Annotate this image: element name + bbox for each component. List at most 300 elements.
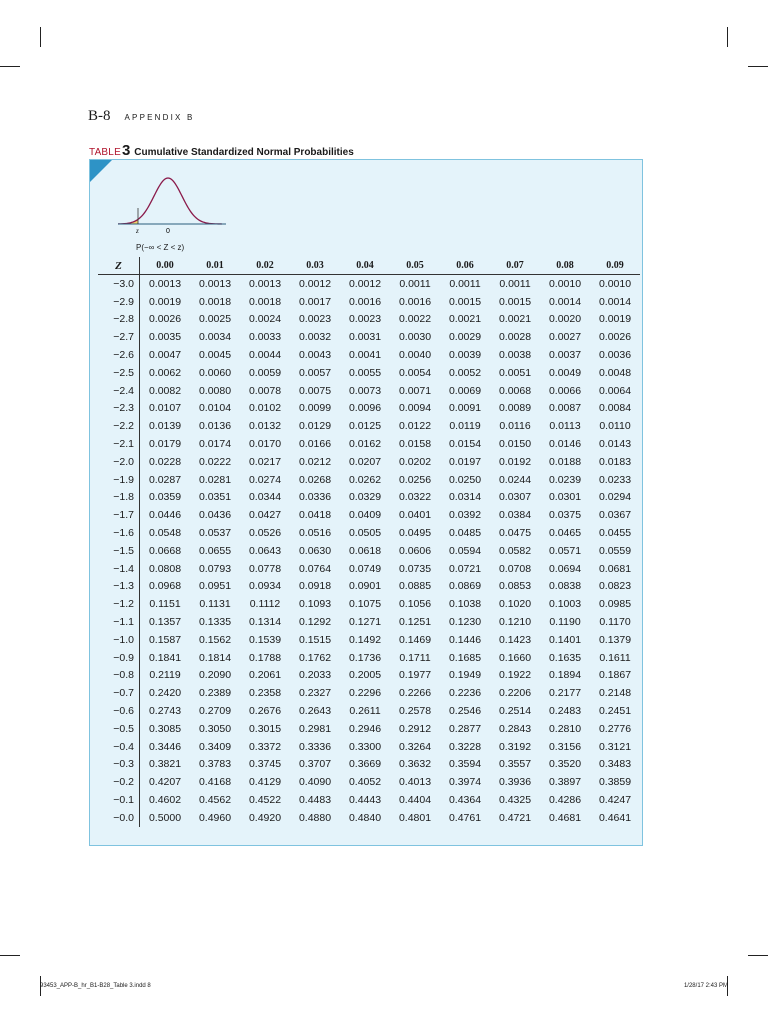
probability-cell: 0.1314	[248, 616, 282, 629]
probability-cell: 0.1711	[399, 651, 431, 664]
probability-cell: 0.0233	[598, 473, 632, 486]
probability-cell: 0.0418	[298, 509, 332, 522]
probability-cell: 0.0116	[499, 420, 531, 433]
probability-cell: 0.0102	[248, 402, 282, 415]
z-value: −2.7	[98, 328, 140, 346]
probability-cell: 0.2776	[598, 722, 632, 735]
probability-cell: 0.0016	[398, 295, 432, 308]
probability-cell: 0.4247	[598, 794, 632, 806]
probability-cell: 0.1292	[298, 616, 332, 629]
probability-cell: 0.5000	[148, 811, 182, 824]
probability-cell: 0.2177	[548, 687, 582, 700]
probability-cell: 0.1539	[248, 633, 282, 646]
probability-cell: 0.0014	[548, 295, 582, 308]
probability-cell: 0.4168	[198, 776, 232, 789]
probability-cell: 0.3707	[298, 758, 332, 771]
probability-cell: 0.3446	[148, 740, 182, 753]
probability-caption: P(−∞ < Z < z)	[136, 243, 185, 252]
probability-cell: 0.2810	[548, 722, 582, 735]
probability-cell: 0.0062	[148, 366, 182, 379]
probability-cell: 0.0174	[198, 438, 232, 451]
probability-cell: 0.0217	[248, 455, 282, 468]
probability-cell: 0.0021	[448, 313, 482, 326]
table-row	[98, 382, 640, 400]
probability-cell: 0.3409	[198, 740, 232, 753]
probability-cell: 0.0721	[448, 562, 482, 575]
z-value: −0.7	[98, 684, 140, 702]
probability-cell: 0.0030	[398, 331, 432, 344]
probability-cell: 0.0749	[348, 562, 382, 575]
probability-cell: 0.0045	[198, 349, 232, 362]
probability-cell: 0.0281	[198, 473, 232, 486]
z-value: −1.0	[98, 631, 140, 649]
column-header: 0.09	[590, 257, 640, 275]
probability-cell: 0.0314	[448, 491, 482, 504]
crop-mark	[40, 27, 41, 47]
probability-cell: 0.0212	[298, 455, 332, 468]
z-value: −0.5	[98, 720, 140, 738]
probability-cell: 0.0013	[148, 277, 182, 290]
probability-cell: 0.0778	[248, 562, 282, 575]
probability-table	[98, 257, 640, 827]
probability-cell: 0.2296	[348, 687, 382, 700]
probability-cell: 0.0594	[448, 544, 482, 557]
probability-cell: 0.0082	[148, 384, 182, 397]
probability-cell: 0.0040	[398, 349, 432, 362]
z-value: −2.5	[98, 364, 140, 382]
table-row	[98, 613, 640, 631]
probability-cell: 0.0028	[498, 331, 532, 344]
probability-cell: 0.0107	[148, 402, 182, 415]
z-value: −2.8	[98, 311, 140, 329]
appendix-label: APPENDIX B	[124, 113, 195, 122]
probability-cell: 0.3228	[448, 740, 482, 753]
table-row	[98, 791, 640, 809]
z-label: z	[136, 227, 139, 235]
table-header-row	[98, 257, 640, 275]
z-value: −2.1	[98, 435, 140, 453]
corner-tab	[90, 160, 112, 182]
probability-cell: 0.2709	[198, 705, 232, 718]
probability-cell: 0.3015	[248, 722, 282, 735]
probability-cell: 0.0526	[248, 527, 282, 540]
table-row	[98, 649, 640, 667]
probability-cell: 0.1251	[398, 616, 432, 629]
probability-cell: 0.1446	[448, 633, 482, 646]
table-row	[98, 311, 640, 329]
probability-cell: 0.0643	[248, 544, 282, 557]
z-value: −1.6	[98, 524, 140, 542]
probability-cell: 0.1151	[149, 598, 181, 611]
probability-cell: 0.1515	[298, 633, 332, 646]
probability-cell: 0.0104	[198, 402, 232, 415]
probability-cell: 0.2546	[448, 705, 482, 718]
probability-cell: 0.2090	[198, 669, 232, 682]
probability-cell: 0.1814	[198, 651, 232, 664]
probability-cell: 0.2119	[149, 669, 181, 682]
probability-cell: 0.0047	[148, 349, 182, 362]
probability-cell: 0.2946	[348, 722, 382, 735]
probability-cell: 0.3897	[548, 776, 582, 789]
table-row	[98, 328, 640, 346]
probability-cell: 0.0401	[398, 509, 432, 522]
probability-cell: 0.0011	[499, 277, 531, 290]
probability-cell: 0.0084	[598, 402, 632, 415]
probability-cell: 0.0052	[448, 366, 482, 379]
column-header: 0.02	[240, 257, 290, 275]
table-row	[98, 489, 640, 507]
probability-cell: 0.0122	[398, 420, 432, 433]
probability-cell: 0.1922	[498, 669, 532, 682]
table-row	[98, 471, 640, 489]
probability-cell: 0.0139	[148, 420, 182, 433]
probability-cell: 0.0033	[248, 331, 282, 344]
probability-cell: 0.0559	[598, 544, 632, 557]
probability-cell: 0.1977	[398, 669, 432, 682]
table-row	[98, 293, 640, 311]
z-value: −0.0	[98, 809, 140, 827]
probability-cell: 0.0013	[198, 277, 232, 290]
probability-cell: 0.4522	[248, 794, 282, 806]
probability-cell: 0.0132	[248, 420, 282, 433]
probability-cell: 0.0250	[448, 473, 482, 486]
probability-cell: 0.0032	[298, 331, 332, 344]
probability-cell: 0.1841	[148, 651, 182, 664]
probability-cell: 0.2005	[348, 669, 382, 682]
probability-cell: 0.0143	[598, 438, 632, 451]
z-value: −3.0	[98, 275, 140, 293]
probability-cell: 0.1736	[348, 651, 382, 664]
probability-cell: 0.0197	[448, 455, 482, 468]
probability-cell: 0.0035	[148, 331, 182, 344]
probability-cell: 0.3783	[198, 758, 232, 771]
probability-cell: 0.0066	[548, 384, 582, 397]
probability-cell: 0.0192	[498, 455, 532, 468]
probability-cell: 0.1131	[199, 598, 231, 611]
probability-cell: 0.1423	[498, 633, 532, 646]
probability-cell: 0.0026	[598, 331, 632, 344]
probability-cell: 0.0051	[498, 366, 532, 379]
probability-cell: 0.0170	[248, 438, 282, 451]
probability-cell: 0.4483	[298, 794, 332, 806]
probability-cell: 0.0022	[398, 313, 432, 326]
probability-cell: 0.1271	[348, 616, 382, 629]
z-value: −1.1	[98, 613, 140, 631]
probability-cell: 0.1562	[198, 633, 232, 646]
probability-cell: 0.0019	[598, 313, 632, 326]
probability-cell: 0.2578	[398, 705, 432, 718]
probability-cell: 0.0207	[348, 455, 382, 468]
z-value: −0.3	[98, 756, 140, 774]
z-value: −1.4	[98, 560, 140, 578]
probability-cell: 0.1469	[398, 633, 432, 646]
probability-cell: 0.0015	[498, 295, 532, 308]
probability-cell: 0.0150	[498, 438, 532, 451]
probability-cell: 0.1401	[548, 633, 582, 646]
probability-cell: 0.0015	[448, 295, 482, 308]
probability-cell: 0.0537	[198, 527, 232, 540]
z-value: −0.2	[98, 773, 140, 791]
probability-cell: 0.0823	[598, 580, 632, 593]
probability-cell: 0.2236	[448, 687, 482, 700]
probability-cell: 0.0375	[548, 509, 582, 522]
probability-cell: 0.1056	[398, 598, 432, 611]
probability-cell: 0.0239	[548, 473, 582, 486]
probability-cell: 0.2389	[198, 687, 232, 700]
probability-cell: 0.0071	[398, 384, 432, 397]
probability-cell: 0.0166	[298, 438, 332, 451]
probability-cell: 0.4761	[448, 811, 482, 824]
table-row	[98, 631, 640, 649]
probability-cell: 0.0384	[498, 509, 532, 522]
table-row	[98, 453, 640, 471]
probability-cell: 0.0048	[598, 366, 632, 379]
probability-cell: 0.0146	[548, 438, 582, 451]
probability-cell: 0.0918	[298, 580, 332, 593]
table-row	[98, 773, 640, 791]
probability-cell: 0.0094	[398, 402, 432, 415]
table-caption: Cumulative Standardized Normal Probabilities	[134, 147, 354, 158]
table-row	[98, 346, 640, 364]
crop-mark	[748, 955, 768, 956]
probability-cell: 0.1210	[498, 616, 532, 629]
probability-cell: 0.3594	[448, 758, 482, 771]
probability-cell: 0.2148	[598, 687, 632, 700]
probability-cell: 0.0951	[198, 580, 232, 593]
probability-cell: 0.1038	[448, 598, 482, 611]
probability-cell: 0.0427	[248, 509, 282, 522]
page-header	[88, 108, 195, 125]
probability-cell: 0.3520	[548, 758, 582, 771]
probability-cell: 0.1894	[548, 669, 582, 682]
probability-cell: 0.2676	[248, 705, 282, 718]
probability-cell: 0.0023	[298, 313, 332, 326]
probability-cell: 0.3156	[548, 740, 582, 753]
table-row	[98, 809, 640, 827]
probability-cell: 0.0075	[298, 384, 332, 397]
probability-cell: 0.0301	[548, 491, 582, 504]
probability-cell: 0.0038	[498, 349, 532, 362]
probability-cell: 0.4404	[398, 794, 432, 806]
probability-cell: 0.0202	[398, 455, 432, 468]
probability-cell: 0.2877	[448, 722, 482, 735]
probability-cell: 0.0089	[498, 402, 532, 415]
probability-cell: 0.2483	[548, 705, 582, 718]
probability-cell: 0.0336	[298, 491, 332, 504]
probability-cell: 0.0026	[148, 313, 182, 326]
probability-cell: 0.0985	[598, 598, 632, 611]
probability-cell: 0.3859	[598, 776, 632, 789]
table-row	[98, 702, 640, 720]
probability-cell: 0.0793	[198, 562, 232, 575]
probability-cell: 0.0222	[198, 455, 232, 468]
probability-cell: 0.0096	[348, 402, 382, 415]
probability-cell: 0.0055	[348, 366, 382, 379]
probability-cell: 0.2643	[298, 705, 332, 718]
probability-cell: 0.4641	[598, 811, 632, 824]
probability-cell: 0.0934	[248, 580, 282, 593]
column-header: 0.04	[340, 257, 390, 275]
probability-cell: 0.0119	[449, 420, 481, 433]
z-value: −0.9	[98, 649, 140, 667]
probability-cell: 0.0392	[448, 509, 482, 522]
probability-cell: 0.3336	[298, 740, 332, 753]
probability-cell: 0.1635	[548, 651, 582, 664]
probability-cell: 0.0158	[398, 438, 432, 451]
probability-cell: 0.1788	[248, 651, 282, 664]
z-value: −0.1	[98, 791, 140, 809]
footer-timestamp: 1/28/17 2:43 PM	[683, 983, 728, 989]
probability-cell: 0.3085	[148, 722, 182, 735]
probability-cell: 0.0012	[348, 277, 382, 290]
probability-cell: 0.0054	[398, 366, 432, 379]
probability-cell: 0.0853	[498, 580, 532, 593]
table-row	[98, 684, 640, 702]
probability-cell: 0.0268	[298, 473, 332, 486]
probability-cell: 0.0188	[548, 455, 582, 468]
z-value: −2.2	[98, 417, 140, 435]
probability-cell: 0.0455	[598, 527, 632, 540]
probability-cell: 0.1357	[148, 616, 182, 629]
probability-cell: 0.0571	[548, 544, 582, 557]
table-row	[98, 667, 640, 685]
probability-cell: 0.0021	[498, 313, 532, 326]
probability-cell: 0.0162	[348, 438, 382, 451]
probability-cell: 0.0446	[148, 509, 182, 522]
table-title	[89, 142, 354, 159]
probability-cell: 0.4681	[548, 811, 582, 824]
probability-cell: 0.3974	[448, 776, 482, 789]
z-value: −2.6	[98, 346, 140, 364]
probability-cell: 0.0359	[148, 491, 182, 504]
column-header: 0.06	[440, 257, 490, 275]
probability-cell: 0.0036	[598, 349, 632, 362]
probability-cell: 0.2843	[498, 722, 532, 735]
probability-cell: 0.2327	[298, 687, 332, 700]
probability-cell: 0.1230	[448, 616, 482, 629]
probability-cell: 0.2420	[148, 687, 182, 700]
probability-cell: 0.4880	[298, 811, 332, 824]
z-value: −2.0	[98, 453, 140, 471]
probability-cell: 0.0031	[348, 331, 382, 344]
probability-cell: 0.0037	[548, 349, 582, 362]
column-header: 0.08	[540, 257, 590, 275]
probability-cell: 0.0129	[298, 420, 332, 433]
table-row	[98, 738, 640, 756]
z-value: −0.4	[98, 738, 140, 756]
probability-cell: 0.3372	[248, 740, 282, 753]
probability-cell: 0.0409	[348, 509, 382, 522]
probability-cell: 0.0018	[198, 295, 232, 308]
probability-cell: 0.0017	[298, 295, 332, 308]
probability-cell: 0.0764	[298, 562, 332, 575]
z-value: −2.3	[98, 400, 140, 418]
table-row	[98, 506, 640, 524]
probability-cell: 0.1611	[599, 651, 631, 664]
probability-cell: 0.3936	[498, 776, 532, 789]
probability-cell: 0.0808	[148, 562, 182, 575]
probability-cell: 0.0287	[148, 473, 182, 486]
probability-cell: 0.1112	[249, 598, 281, 611]
probability-cell: 0.0329	[348, 491, 382, 504]
table-row	[98, 400, 640, 418]
table-row	[98, 560, 640, 578]
probability-cell: 0.0012	[298, 277, 332, 290]
probability-cell: 0.0505	[348, 527, 382, 540]
probability-cell: 0.4920	[248, 811, 282, 824]
probability-cell: 0.0044	[248, 349, 282, 362]
probability-cell: 0.3264	[398, 740, 432, 753]
z-value: −1.8	[98, 489, 140, 507]
probability-cell: 0.0606	[398, 544, 432, 557]
table-row	[98, 435, 640, 453]
probability-cell: 0.1093	[298, 598, 332, 611]
table-row	[98, 595, 640, 613]
probability-cell: 0.0014	[598, 295, 632, 308]
probability-cell: 0.2743	[148, 705, 182, 718]
table-row	[98, 364, 640, 382]
crop-mark	[0, 955, 20, 956]
probability-cell: 0.4721	[498, 811, 532, 824]
probability-cell: 0.0655	[198, 544, 232, 557]
probability-cell: 0.0901	[348, 580, 382, 593]
probability-cell: 0.0228	[148, 455, 182, 468]
page-number: B-8	[88, 108, 111, 124]
probability-cell: 0.0010	[548, 277, 582, 290]
probability-cell: 0.0618	[348, 544, 382, 557]
probability-cell: 0.4562	[198, 794, 232, 806]
probability-cell: 0.1685	[448, 651, 482, 664]
probability-cell: 0.0262	[348, 473, 382, 486]
probability-cell: 0.0057	[298, 366, 332, 379]
probability-cell: 0.4443	[348, 794, 382, 806]
probability-cell: 0.0244	[498, 473, 532, 486]
probability-cell: 0.0708	[498, 562, 532, 575]
probability-cell: 0.0582	[498, 544, 532, 557]
probability-cell: 0.1949	[448, 669, 482, 682]
table-row	[98, 578, 640, 596]
probability-cell: 0.0023	[348, 313, 382, 326]
probability-cell: 0.0024	[248, 313, 282, 326]
probability-cell: 0.0351	[198, 491, 232, 504]
probability-cell: 0.0668	[148, 544, 182, 557]
crop-mark	[727, 27, 728, 47]
z-value: −1.7	[98, 506, 140, 524]
probability-cell: 0.3483	[598, 758, 632, 771]
column-header: 0.05	[390, 257, 440, 275]
probability-cell: 0.2358	[248, 687, 282, 700]
probability-cell: 0.0059	[248, 366, 282, 379]
probability-cell: 0.2206	[498, 687, 532, 700]
probability-cell: 0.0495	[398, 527, 432, 540]
crop-mark	[748, 66, 768, 67]
probability-cell: 0.0694	[548, 562, 582, 575]
probability-cell: 0.1190	[549, 616, 581, 629]
column-header: 0.07	[490, 257, 540, 275]
probability-cell: 0.2514	[498, 705, 532, 718]
probability-cell: 0.0256	[398, 473, 432, 486]
probability-cell: 0.0080	[198, 384, 232, 397]
probability-cell: 0.4207	[148, 776, 182, 789]
probability-cell: 0.2033	[298, 669, 332, 682]
probability-cell: 0.1492	[348, 633, 382, 646]
probability-cell: 0.0018	[248, 295, 282, 308]
probability-cell: 0.0465	[548, 527, 582, 540]
probability-cell: 0.0010	[598, 277, 632, 290]
probability-cell: 0.3745	[248, 758, 282, 771]
probability-cell: 0.0034	[198, 331, 232, 344]
probability-cell: 0.3669	[348, 758, 382, 771]
